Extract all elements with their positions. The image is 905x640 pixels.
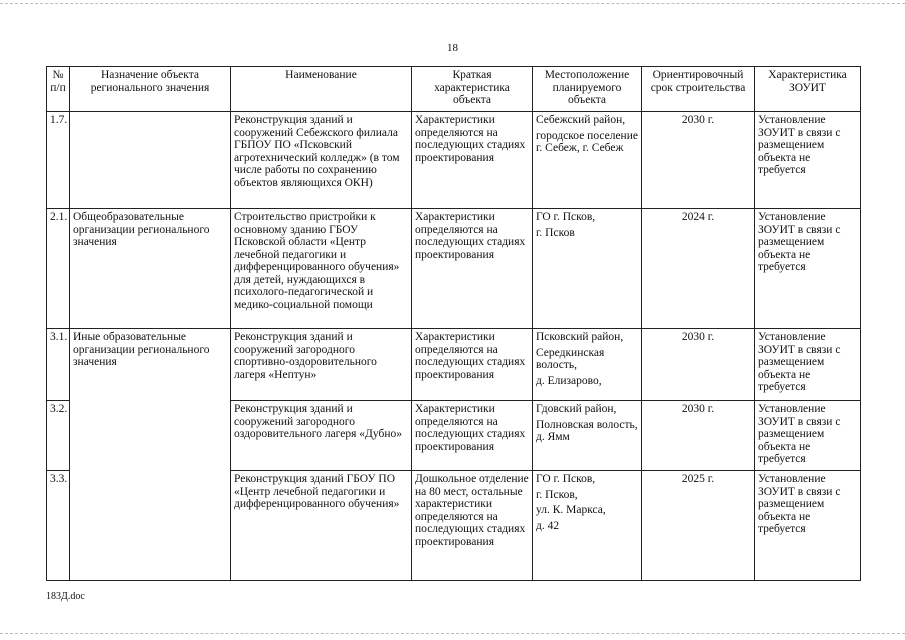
location-line: Псковский район, <box>536 331 624 343</box>
location-line: ул. К. Маркса, <box>536 504 606 516</box>
top-page-edge <box>0 3 905 4</box>
table-row <box>47 112 861 209</box>
location-line: Середкинская волость, <box>536 346 605 371</box>
location-line: д. Елизарово, <box>536 374 602 387</box>
bottom-page-edge <box>0 633 905 634</box>
row-brief: Дошкольное отделение на 80 мест, остальные характеристики определяются на последующих стадиях проектирования <box>412 471 533 581</box>
location-line: городское поселение г. Себеж, г. Себеж <box>536 129 638 154</box>
header-brief: Краткая характеристика объекта <box>412 67 533 112</box>
row-location <box>533 329 642 401</box>
row-location <box>533 209 642 329</box>
row-purpose: Иные образовательные организации регионального значения <box>70 329 231 581</box>
table-header-row <box>47 67 861 112</box>
row-brief: Характеристики определяются на последующих стадиях проектирования <box>412 209 533 329</box>
header-location: Местоположение планируемого объекта <box>533 67 642 112</box>
row-name: Реконструкция зданий и сооружений загородного оздоровительного лагеря «Дубно» <box>231 401 412 471</box>
location-line: г. Псков <box>536 226 575 239</box>
row-term: 2030 г. <box>642 112 755 209</box>
row-purpose: Общеобразовательные организации регионального значения <box>70 209 231 329</box>
location-line: Полновская волость, д. Ямм <box>536 418 638 443</box>
location-line: ГО г. Псков, <box>536 211 596 223</box>
row-zouit: Установление ЗОУИТ в связи с размещением объекта не требуется <box>755 112 861 209</box>
row-location <box>533 471 642 581</box>
row-term: 2030 г. <box>642 329 755 401</box>
header-num: № п/п <box>47 67 70 112</box>
row-number: 2.1. <box>47 209 70 329</box>
row-number: 3.2. <box>47 401 70 471</box>
location-line: Себежский район, <box>536 114 626 126</box>
row-brief: Характеристики определяются на последующих стадиях проектирования <box>412 401 533 471</box>
row-name: Реконструкция зданий и сооружений загородного спортивно-оздоровительного лагеря «Нептун» <box>231 329 412 401</box>
row-name: Реконструкция зданий ГБОУ ПО «Центр лечебной педагогики и дифференцированного обучения» <box>231 471 412 581</box>
footer-filename: 183Д.doc <box>46 591 85 602</box>
row-term: 2030 г. <box>642 401 755 471</box>
objects-table <box>46 66 861 581</box>
row-zouit: Установление ЗОУИТ в связи с размещением объекта не требуется <box>755 401 861 471</box>
location-line: д. 42 <box>536 519 560 532</box>
row-term: 2025 г. <box>642 471 755 581</box>
row-location <box>533 112 642 209</box>
location-line: Гдовский район, <box>536 403 617 415</box>
row-name: Реконструкция зданий и сооружений Себежского филиала ГБПОУ ПО «Псковский агротехнический колледж» (в том числе работы по сохранению объектов являющихся ОКН) <box>231 112 412 209</box>
row-number: 3.3. <box>47 471 70 581</box>
table-row <box>47 329 861 401</box>
row-term: 2024 г. <box>642 209 755 329</box>
row-brief: Характеристики определяются на последующих стадиях проектирования <box>412 112 533 209</box>
header-purpose: Назначение объекта регионального значения <box>70 67 231 112</box>
header-name: Наименование <box>231 67 412 112</box>
row-purpose <box>70 112 231 209</box>
row-number: 3.1. <box>47 329 70 401</box>
row-zouit: Установление ЗОУИТ в связи с размещением объекта не требуется <box>755 329 861 401</box>
page-number: 18 <box>447 42 458 54</box>
row-location <box>533 401 642 471</box>
row-number: 1.7. <box>47 112 70 209</box>
header-zouit: Характеристика ЗОУИТ <box>755 67 861 112</box>
location-line: ГО г. Псков, <box>536 473 596 485</box>
row-zouit: Установление ЗОУИТ в связи с размещением объекта не требуется <box>755 209 861 329</box>
header-term: Ориентировочный срок строительства <box>642 67 755 112</box>
row-name: Строительство пристройки к основному зданию ГБОУ Псковской области «Центр лечебной педагогики и дифференцированного обучения» для детей, нуждающихся в психолого-педагогической и медико-социальной помощи <box>231 209 412 329</box>
row-zouit: Установление ЗОУИТ в связи с размещением объекта не требуется <box>755 471 861 581</box>
table-row <box>47 209 861 329</box>
location-line: г. Псков, <box>536 488 578 501</box>
row-brief: Характеристики определяются на последующих стадиях проектирования <box>412 329 533 401</box>
